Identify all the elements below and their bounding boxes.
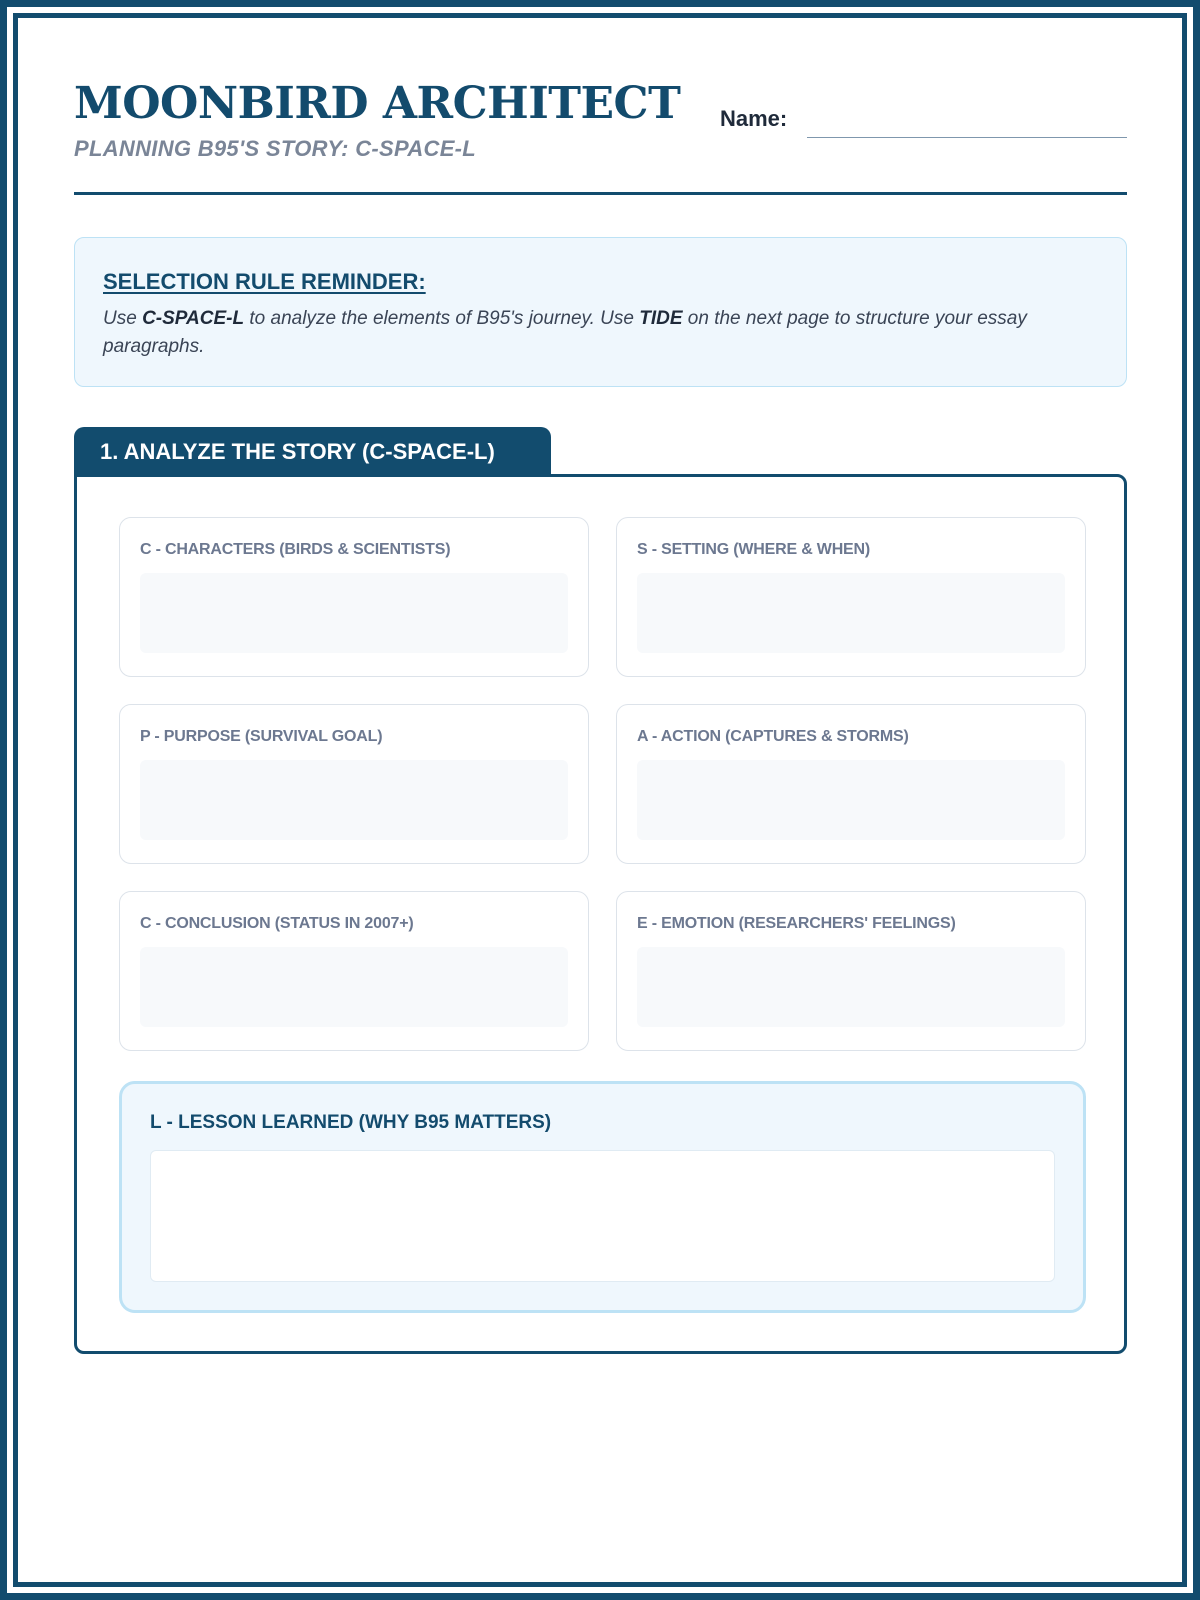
section-tab-analyze-story: 1. ANALYZE THE STORY (C-SPACE-L) bbox=[74, 427, 551, 477]
card-label: C - CONCLUSION (STATUS IN 2007+) bbox=[140, 915, 414, 932]
reminder-text-part: to analyze the elements of B95's journey. Use bbox=[244, 308, 640, 329]
header-divider bbox=[74, 192, 1127, 195]
page-subtitle: PLANNING B95'S STORY: C-SPACE-L bbox=[74, 136, 477, 161]
card-label: C - CHARACTERS (BIRDS & SCIENTISTS) bbox=[140, 541, 451, 558]
card-conclusion bbox=[119, 891, 589, 1051]
card-emotion bbox=[616, 891, 1086, 1051]
reminder-text bbox=[103, 305, 1098, 361]
card-lesson-learned bbox=[119, 1081, 1086, 1313]
action-answer-field[interactable] bbox=[637, 760, 1065, 840]
card-label: P - PURPOSE (SURVIVAL GOAL) bbox=[140, 728, 383, 745]
reminder-emphasis-cspacel: C-SPACE-L bbox=[142, 308, 245, 329]
characters-answer-field[interactable] bbox=[140, 573, 568, 653]
lesson-label: L - LESSON LEARNED (WHY B95 MATTERS) bbox=[150, 1112, 552, 1133]
lesson-answer-field[interactable] bbox=[150, 1150, 1055, 1282]
page-title: MOONBIRD ARCHITECT bbox=[74, 78, 681, 129]
reminder-text-part: on the next page to structure your essay paragraphs. bbox=[103, 308, 1027, 357]
name-label: Name: bbox=[720, 106, 788, 131]
card-setting bbox=[616, 517, 1086, 677]
reminder-text-part: Use bbox=[103, 308, 143, 329]
card-label: S - SETTING (WHERE & WHEN) bbox=[637, 541, 871, 558]
setting-answer-field[interactable] bbox=[637, 573, 1065, 653]
reminder-emphasis-tide: TIDE bbox=[639, 308, 683, 329]
emotion-answer-field[interactable] bbox=[637, 947, 1065, 1027]
conclusion-answer-field[interactable] bbox=[140, 947, 568, 1027]
card-label: A - ACTION (CAPTURES & STORMS) bbox=[637, 728, 909, 745]
card-label: E - EMOTION (RESEARCHERS' FEELINGS) bbox=[637, 915, 956, 932]
name-input[interactable] bbox=[807, 137, 1127, 138]
analyze-story-section bbox=[74, 474, 1127, 1354]
card-action bbox=[616, 704, 1086, 864]
purpose-answer-field[interactable] bbox=[140, 760, 568, 840]
selection-rule-reminder bbox=[74, 237, 1127, 387]
card-purpose bbox=[119, 704, 589, 864]
card-characters bbox=[119, 517, 589, 677]
worksheet-page bbox=[74, 0, 1127, 1600]
reminder-title: SELECTION RULE REMINDER: bbox=[103, 269, 426, 294]
